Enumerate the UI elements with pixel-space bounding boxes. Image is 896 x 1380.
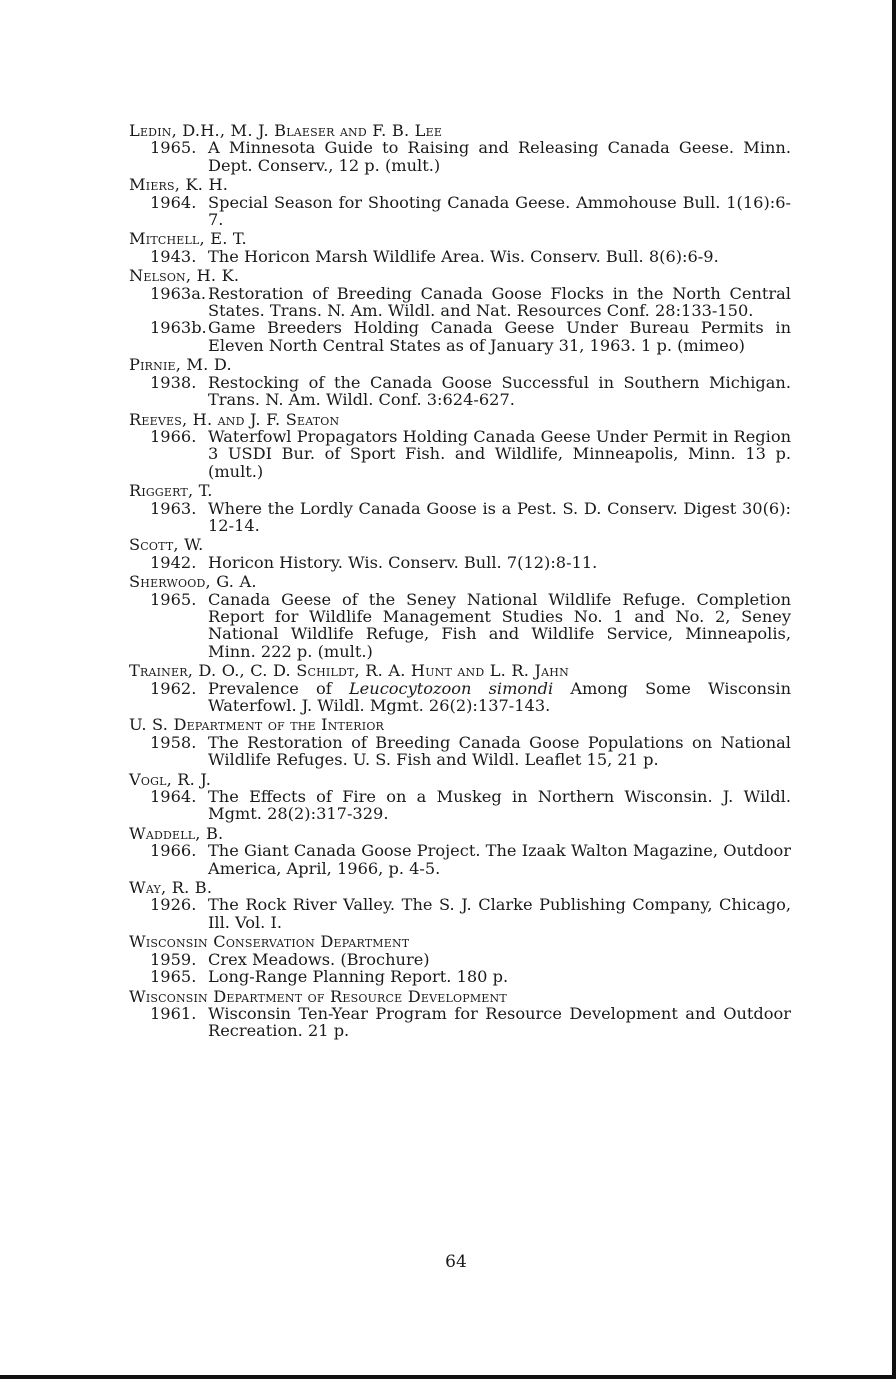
reference-author: Nelson, H. K. [129,266,240,286]
reference-entry [150,788,791,823]
reference-year: 1938. [150,372,197,392]
reference-year: 1962. [150,678,197,698]
reference-author: Sherwood, G. A. [129,572,257,592]
reference-text-start: Prevalence of [208,678,349,698]
reference-year: 1943. [150,246,197,266]
reference-entry [150,896,791,931]
reference-entry [150,500,791,535]
reference-year: 1963a. [150,283,206,303]
reference-author: Ledin, D.H., M. J. Blaeser and F. B. Lee [129,121,443,140]
reference-text: The Restoration of Breeding Canada Goose Populations on National Wildlife Refuges. U. S. Fish and Wildl. Leaflet 15, 21 p. [208,732,791,770]
reference-entry [150,139,791,174]
reference-author: Pirnie, M. D. [129,355,232,375]
reference-entry [150,1005,791,1040]
reference-author: Scott, W. [129,535,204,555]
reference-entry [150,374,791,409]
reference-group [129,230,791,265]
reference-group [129,176,791,228]
reference-text [208,680,791,715]
reference-entry [150,194,791,229]
reference-entry [150,428,791,480]
reference-group [129,482,791,534]
reference-text: Long-Range Planning Report. 180 p. [208,967,509,987]
reference-author: Miers, K. H. [129,175,229,195]
reference-entry [150,842,791,877]
reference-year: 1964. [150,192,197,212]
reference-author: U. S. Department of the Interior [129,715,385,735]
reference-entry [150,285,791,320]
reference-entry [150,554,791,571]
reference-text: Special Season for Shooting Canada Geese. Ammohouse Bull. 1(16):6-7. [208,192,791,230]
reference-group [129,825,791,877]
reference-year: 1965. [150,967,197,987]
reference-text: The Rock River Valley. The S. J. Clarke Publishing Company, Chicago, Ill. Vol. I. [208,895,791,932]
reference-text: The Horicon Marsh Wildlife Area. Wis. Conserv. Bull. 8(6):6-9. [208,246,719,266]
reference-text: Horicon History. Wis. Conserv. Bull. 7(12):8-11. [208,552,598,572]
reference-year: 1964. [150,787,197,807]
reference-group [129,536,791,571]
reference-group [129,356,791,408]
reference-entry [150,968,791,985]
reference-group [129,879,791,931]
reference-species-name: Leucocytozoon simondi [348,678,554,698]
reference-text: Restocking of the Canada Goose Successful in Southern Michigan. Trans. N. Am. Wildl. Conf. 3:624-627. [208,372,791,410]
reference-year: 1926. [150,895,197,915]
reference-entry [150,591,791,661]
reference-year: 1961. [150,1003,197,1023]
reference-group [129,716,791,768]
reference-year: 1966. [150,841,197,861]
reference-text: Restoration of Breeding Canada Goose Flocks in the North Central States. Trans. N. Am. Wildl. and Nat. Resources Conf. 28:133-150. [208,283,791,321]
reference-group [129,573,791,660]
reference-group [129,988,791,1040]
reference-entry [150,951,791,968]
reference-text: A Minnesota Guide to Raising and Releasing Canada Geese. Minn. Dept. Conserv., 12 p. (mult.) [208,138,791,175]
references-list [129,120,791,1040]
reference-year: 1963b. [150,318,207,338]
reference-group [129,122,791,174]
reference-text: Wisconsin Ten-Year Program for Resource Development and Outdoor Recreation. 21 p. [208,1003,791,1041]
reference-text: The Giant Canada Goose Project. The Izaak Walton Magazine, Outdoor America, April, 1966, p. 4-5. [208,841,791,878]
reference-text: Crex Meadows. (Brochure) [208,949,430,969]
reference-author: Waddell, B. [129,823,224,843]
reference-year: 1942. [150,552,197,572]
reference-author: Riggert, T. [129,481,213,501]
reference-year: 1963. [150,498,197,518]
reference-year: 1965. [150,589,197,609]
reference-text: Game Breeders Holding Canada Geese Under Bureau Permits in Eleven North Central States as of January 31, 1963. 1 p. (mimeo) [208,318,791,355]
reference-group [129,933,791,985]
reference-entry [150,319,791,354]
reference-year: 1965. [150,138,197,158]
reference-author: Trainer, D. O., C. D. Schildt, R. A. Hunt and L. R. Jahn [129,661,569,681]
reference-group [129,662,791,714]
reference-entry [150,734,791,769]
reference-entry [150,248,791,265]
reference-author: Wisconsin Department of Resource Development [129,986,507,1006]
reference-group [129,771,791,823]
reference-group [129,411,791,481]
reference-author: Vogl, R. J. [129,769,212,789]
reference-text-end: Among Some Wisconsin Waterfowl. J. Wildl. Mgmt. 26(2):137-143. [208,678,791,715]
reference-author: Wisconsin Conservation Department [129,932,410,952]
reference-entry [150,680,791,715]
reference-year: 1966. [150,426,197,446]
reference-year: 1959. [150,949,197,969]
reference-group [129,267,791,354]
reference-author: Mitchell, E. T. [129,229,247,249]
page-number: 64 [445,1252,467,1272]
reference-text: Waterfowl Propagators Holding Canada Geese Under Permit in Region 3 USDI Bur. of Sport Fish. and Wildlife, Minneapolis, Minn. 13 p. (mult.) [208,426,791,481]
reference-author: Reeves, H. and J. F. Seaton [129,409,340,429]
reference-text: Canada Geese of the Seney National Wildlife Refuge. Completion Report for Wildlife Management Studies No. 1 and No. 2, Seney National Wildlife Refuge, Fish and Wildlife Service, Minneapolis, Minn. 222 p. (mult.) [208,589,791,661]
reference-year: 1958. [150,732,197,752]
reference-text: Where the Lordly Canada Goose is a Pest. S. D. Conserv. Digest 30(6): 12-14. [208,498,791,535]
reference-text: The Effects of Fire on a Muskeg in Northern Wisconsin. J. Wildl. Mgmt. 28(2):317-329. [208,787,791,824]
reference-author: Way, R. B. [129,878,213,898]
